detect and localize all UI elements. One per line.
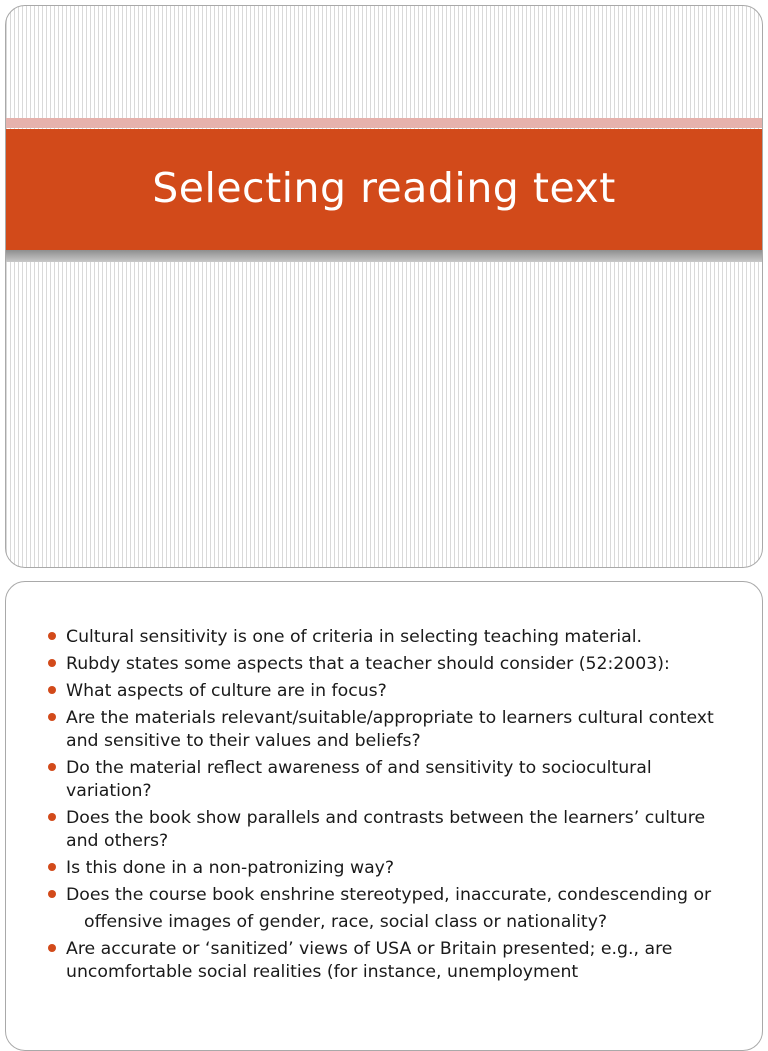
bullet-item: [46, 680, 736, 703]
bullet-item: [46, 757, 736, 803]
bullet-dot-icon: [48, 813, 56, 821]
bullet-dot-icon: [48, 890, 56, 898]
slide-title: Selecting reading text: [152, 163, 616, 212]
bullet-item: [46, 884, 736, 907]
bullet-text: Are accurate or ‘sanitized’ views of USA or Britain presented; e.g., are uncomfortable social realities (for instance, unemployment: [66, 939, 673, 982]
title-band: [6, 129, 762, 250]
content-slide: [5, 581, 763, 1051]
bullet-item: [46, 653, 736, 676]
bullet-dot-icon: [48, 944, 56, 952]
bullet-text: Cultural sensitivity is one of criteria in selecting teaching material.: [66, 627, 643, 647]
bullet-dot-icon: [48, 713, 56, 721]
bullet-item: [46, 938, 736, 984]
title-accent-strip: [6, 118, 762, 128]
bullet-item: [46, 626, 736, 649]
bullet-text: Does the book show parallels and contrasts between the learners’ culture and others?: [66, 808, 706, 851]
bullet-dot-icon: [48, 863, 56, 871]
bullet-item: [46, 707, 736, 753]
bullet-text: Rubdy states some aspects that a teacher should consider (52:2003):: [66, 654, 670, 674]
bullet-dot-icon: [48, 763, 56, 771]
bullet-item: [46, 807, 736, 853]
title-shadow-strip: [6, 250, 762, 262]
bullet-list: [46, 626, 736, 988]
bullet-dot-icon: [48, 686, 56, 694]
bullet-text: Are the materials relevant/suitable/appropriate to learners cultural context and sensitive to their values and beliefs?: [66, 708, 714, 751]
bullet-dot-icon: [48, 659, 56, 667]
bullet-text: Do the material reflect awareness of and sensitivity to sociocultural variation?: [66, 758, 652, 801]
bullet-text: offensive images of gender, race, social class or nationality?: [84, 912, 608, 932]
bullet-dot-icon: [48, 632, 56, 640]
bullet-text: Does the course book enshrine stereotyped, inaccurate, condescending or: [66, 885, 712, 905]
bullet-text: What aspects of culture are in focus?: [66, 681, 387, 701]
bullet-text: Is this done in a non-patronizing way?: [66, 858, 395, 878]
title-slide: [5, 5, 763, 568]
bullet-continuation: [46, 911, 736, 934]
bullet-item: [46, 857, 736, 880]
